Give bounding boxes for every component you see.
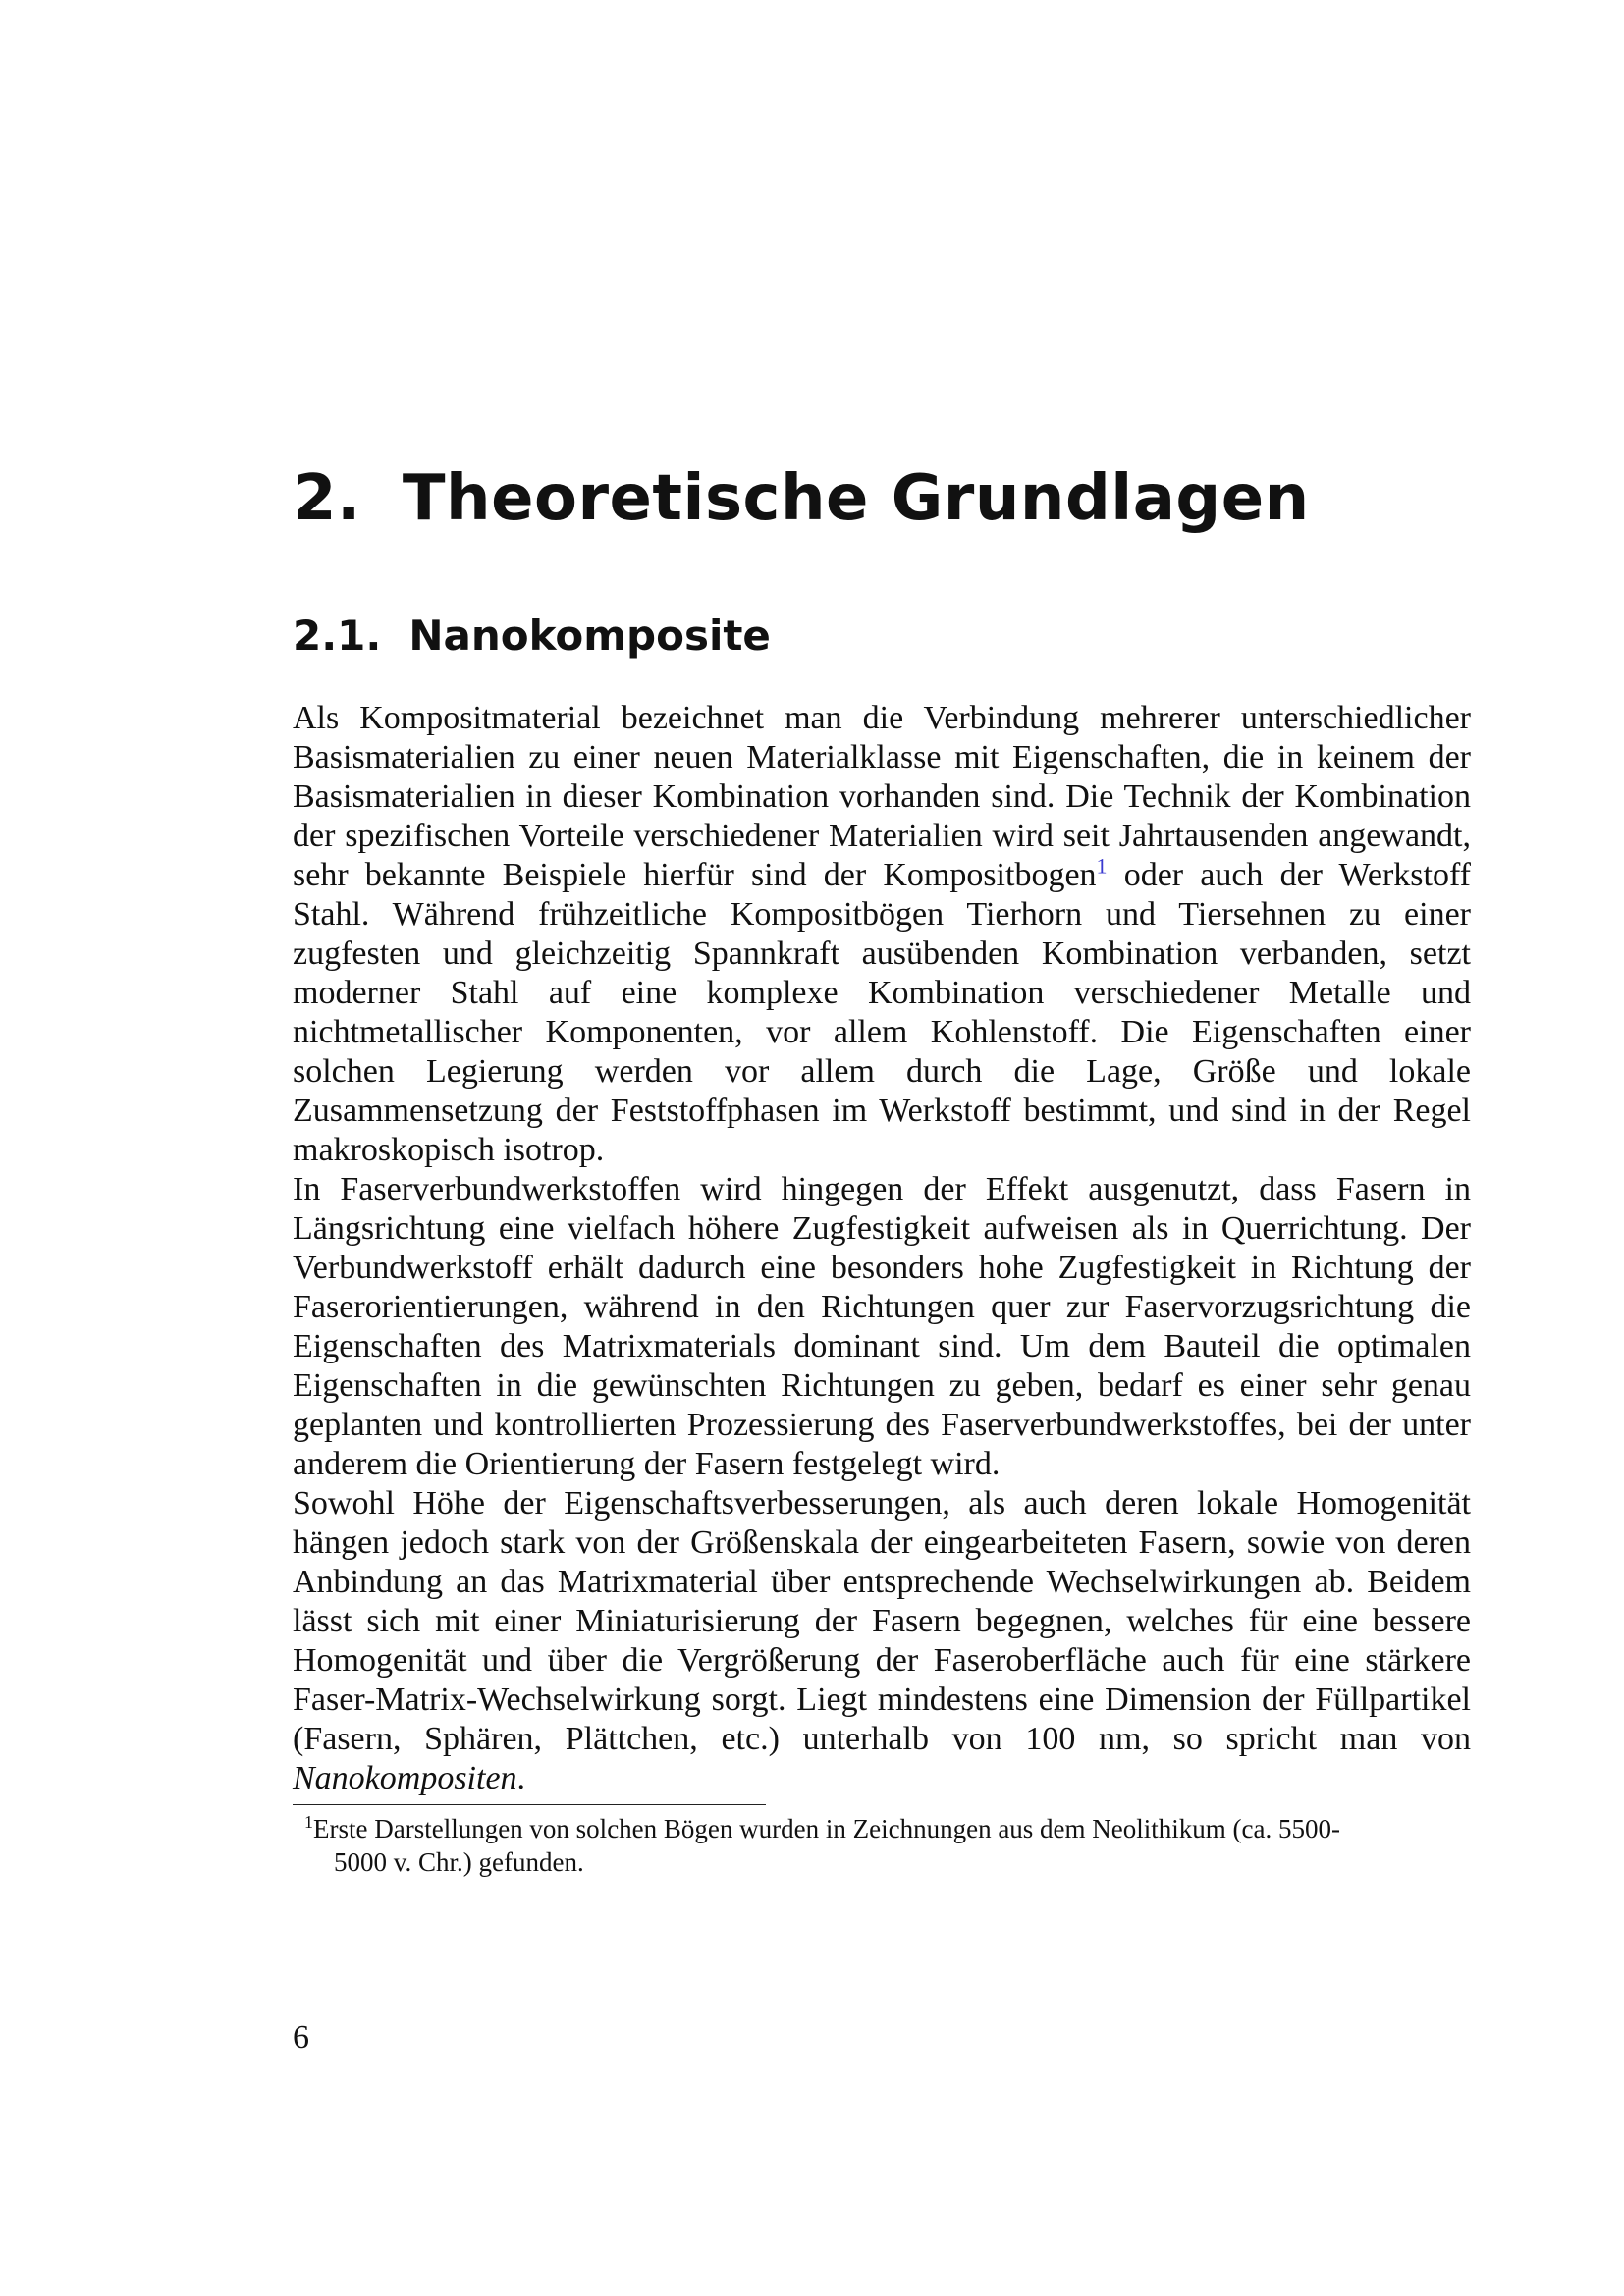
footnote [293, 1812, 1471, 1879]
paragraph-1-text-a: Als Kompositmaterial bezeichnet man die Verbindung mehrerer unterschiedlicher Basismaterialien zu einer neuen Materialklasse mit Eigenschaften, die in keinem der Basismaterialien in dieser Kombination vorhanden sind. Die Technik der Kombination der spezifischen Vorteile verschiedener Materialien wird seit Jahrtausenden angewandt, sehr bekannte Beispiele hierfür sind der Kompositbogen [293, 700, 1471, 893]
section-number: 2.1. [293, 612, 382, 660]
paragraph-3-end: . [516, 1760, 526, 1796]
footnote-line-1: Erste Darstellungen von solchen Bögen wurden in Zeichnungen aus dem Neolithikum (ca. 5500- [313, 1814, 1340, 1843]
chapter-title: Theoretische Grundlagen [402, 462, 1310, 535]
footnote-reference-link[interactable]: 1 [1096, 853, 1108, 879]
section-title: Nanokomposite [408, 612, 771, 660]
paragraph-1-text-b: oder auch der Werkstoff Stahl. Während frühzeitliche Kompositbögen Tierhorn und Tiersehnen zu einer zugfesten und gleichzeitig Spannkraft ausübenden Kombination verbanden, setzt moderner Stahl auf eine komplexe Kombination verschiedener Metalle und nichtmetallischer Komponenten, vor allem Kohlenstoff. Die Eigenschaften einer solchen Legierung werden vor allem durch die Lage, Größe und lokale Zusammensetzung der Feststoffphasen im Werkstoff bestimmt, und sind in der Regel makroskopisch isotrop. [293, 857, 1471, 1168]
footnote-line-2: 5000 v. Chr.) gefunden. [334, 1847, 584, 1877]
body-text [293, 699, 1471, 1798]
paragraph-3 [293, 1484, 1471, 1798]
chapter-heading [293, 459, 1310, 538]
emphasized-term: Nanokompositen [293, 1760, 517, 1796]
page-number: 6 [293, 2019, 309, 2056]
footnote-divider [293, 1804, 766, 1805]
chapter-number: 2. [293, 462, 361, 535]
section-heading [293, 609, 771, 664]
paragraph-2: In Faserverbundwerkstoffen wird hingegen der Effekt ausgenutzt, dass Fasern in Längsrichtung eine vielfach höhere Zugfestigkeit aufweisen als in Querrichtung. Der Verbundwerkstoff erhält dadurch eine besonders hohe Zugfestigkeit in Richtung der Faserorientierungen, während in den Richtungen quer zur Faservorzugsrichtung die Eigenschaften des Matrixmaterials dominant sind. Um dem Bauteil die optimalen Eigenschaften in die gewünschten Richtungen zu geben, bedarf es einer sehr genau geplanten und kontrollierten Prozessierung des Faserverbundwerkstoffes, bei der unter anderem die Orientierung der Fasern festgelegt wird. [293, 1171, 1471, 1482]
paragraph-3-text: Sowohl Höhe der Eigenschaftsverbesserungen, als auch deren lokale Homogenität hängen jedoch stark von der Größenskala der eingearbeiteten Fasern, sowie von deren Anbindung an das Matrixmaterial über entsprechende Wechselwirkungen ab. Beidem lässt sich mit einer Miniaturisierung der Fasern begegnen, welches für eine bessere Homogenität und über die Vergrößerung der Faseroberfläche auch für eine stärkere Faser-Matrix-Wechselwirkung sorgt. Liegt mindestens eine Dimension der Füllpartikel (Fasern, Sphären, Plättchen, etc.) unterhalb von 100 nm, so spricht man von [293, 1485, 1471, 1757]
paragraph-1 [293, 699, 1471, 1170]
footnote-mark: 1 [304, 1812, 313, 1832]
